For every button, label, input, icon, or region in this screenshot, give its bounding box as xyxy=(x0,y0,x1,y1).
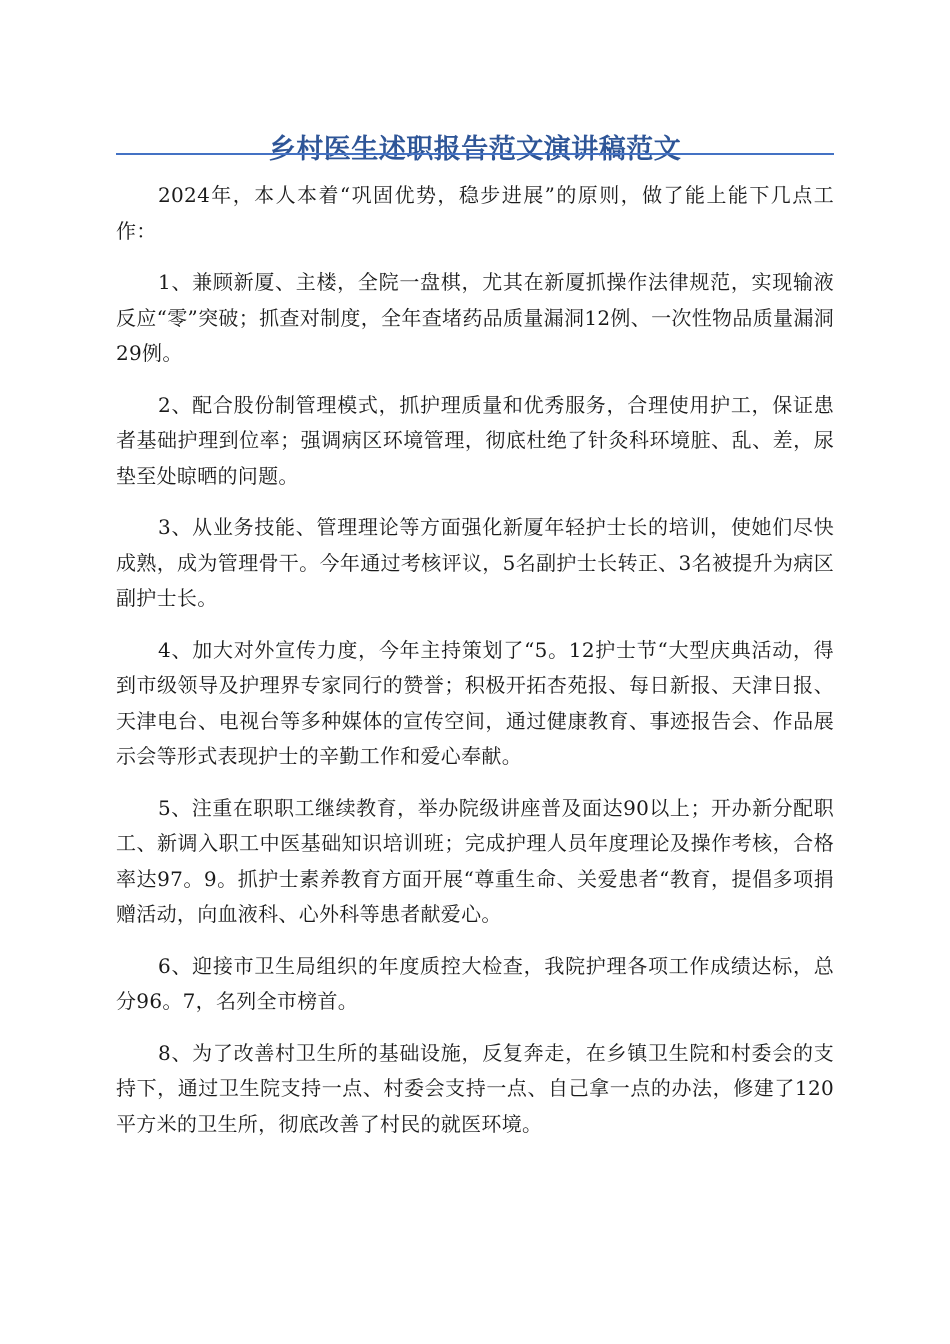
document-body xyxy=(116,178,834,1158)
paragraph-item-2: 2、配合股份制管理模式，抓护理质量和优秀服务，合理使用护工，保证患者基础护理到位率；强调病区环境管理，彻底杜绝了针灸科环境脏、乱、差，尿垫至处晾晒的问题。 xyxy=(116,392,834,488)
paragraph-intro: 2024年，本人本着“巩固优势，稳步进展”的原则，做了能上能下几点工作： xyxy=(116,183,834,243)
paragraph-item-1: 1、兼顾新厦、主楼，全院一盘棋，尤其在新厦抓操作法律规范，实现输液反应“零”突破；抓查对制度，全年查堵药品质量漏洞12例、一次性物品质量漏洞29例。 xyxy=(116,270,834,365)
paragraph-item-3: 3、从业务技能、管理理论等方面强化新厦年轻护士长的培训，使她们尽快成熟，成为管理骨干。今年通过考核评议，5名副护士长转正、3名被提升为病区副护士长。 xyxy=(116,515,834,610)
document-title: 乡村医生述职报告范文演讲稿范文 xyxy=(268,134,682,166)
paragraph-item-4: 4、加大对外宣传力度，今年主持策划了“5。12护士节“大型庆典活动，得到市级领导及护理界专家同行的赞誉；积极开拓杏苑报、每日新报、天津日报、天津电台、电视台等多种媒体的宣传空间，通过健康教育、事迹报告会、作品展示会等形式表现护士的辛勤工作和爱心奉献。 xyxy=(116,637,834,768)
paragraph-item-6: 6、迎接市卫生局组织的年度质控大检查，我院护理各项工作成绩达标，总分96。7，名列全市榜首。 xyxy=(116,953,834,1013)
title-underline xyxy=(116,153,834,155)
paragraph-item-8: 8、为了改善村卫生所的基础设施，反复奔走，在乡镇卫生院和村委会的支持下，通过卫生院支持一点、村委会支持一点、自己拿一点的办法，修建了120平方米的卫生所，彻底改善了村民的就医环境。 xyxy=(116,1040,834,1136)
paragraph-item-5: 5、注重在职职工继续教育，举办院级讲座普及面达90以上；开办新分配职工、新调入职工中医基础知识培训班；完成护理人员年度理论及操作考核，合格率达97。9。抓护士素养教育方面开展“尊重生命、关爱患者“教育，提倡多项捐赠活动，向血液科、心外科等患者献爱心。 xyxy=(116,795,834,926)
